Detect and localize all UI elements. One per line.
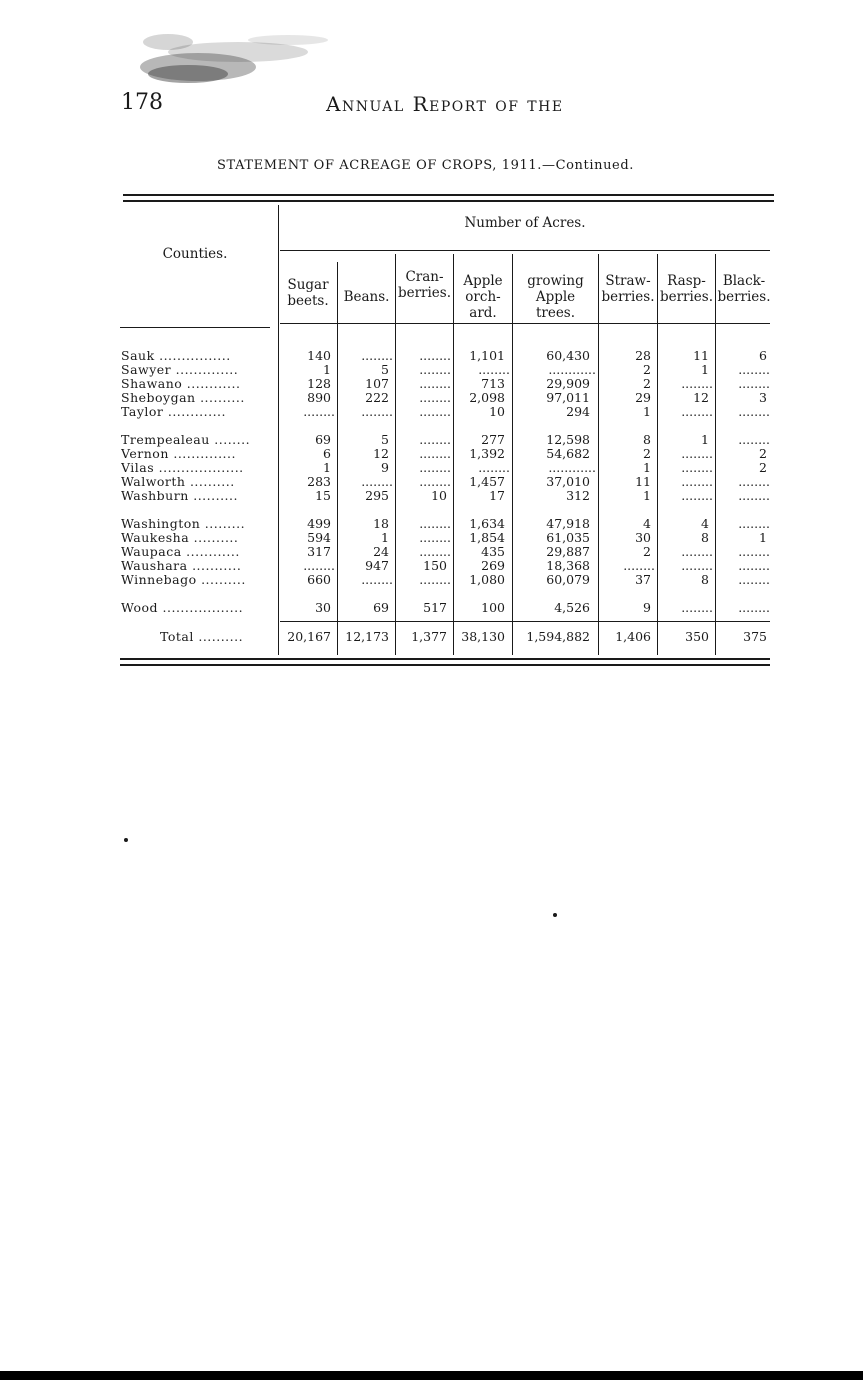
stub-divider: [278, 205, 279, 655]
table-cell: 4: [643, 517, 651, 531]
table-cell: ........: [738, 489, 770, 503]
table-cell: ........: [681, 601, 713, 615]
table-cell: 97,011: [546, 391, 590, 405]
table-cell: ........: [419, 545, 451, 559]
column-divider: [395, 254, 396, 655]
table-title: STATEMENT OF ACREAGE OF CROPS, 1911.—Continued.: [217, 158, 634, 173]
column-header: [658, 273, 715, 305]
table-cell: 1,634: [469, 517, 505, 531]
column-header: [454, 273, 512, 321]
table-cell: ........: [303, 405, 335, 419]
top-double-rule-upper: [123, 194, 774, 196]
table-cell: 17: [489, 489, 505, 503]
county-name: Waushara ...........: [121, 559, 242, 573]
county-name: Trempealeau ........: [121, 433, 251, 447]
county-name: Sauk ................: [121, 349, 231, 363]
table-cell: ........: [419, 573, 451, 587]
table-cell: 15: [315, 489, 331, 503]
table-cell: 2: [643, 377, 651, 391]
column-divider: [657, 254, 658, 655]
column-header: [338, 289, 395, 305]
table-cell: 499: [307, 517, 331, 531]
table-cell: 11: [693, 349, 709, 363]
table-cell: ........: [419, 461, 451, 475]
table-cell: ........: [303, 559, 335, 573]
table-cell: ........: [361, 405, 393, 419]
table-cell: 29,909: [546, 377, 590, 391]
county-name: Vernon ..............: [121, 447, 236, 461]
table-cell: ........: [419, 377, 451, 391]
total-cell: 375: [743, 630, 767, 644]
county-name: Sheboygan ..........: [121, 391, 245, 405]
table-cell: ........: [478, 363, 510, 377]
table-cell: 37,010: [546, 475, 590, 489]
column-header-line: berries.: [601, 289, 655, 305]
county-name: Taylor .............: [121, 405, 227, 419]
total-cell: 20,167: [287, 630, 331, 644]
table-cell: 2: [759, 461, 767, 475]
table-cell: ........: [738, 433, 770, 447]
table-cell: ........: [419, 363, 451, 377]
table-cell: ........: [419, 405, 451, 419]
table-cell: 54,682: [546, 447, 590, 461]
table-cell: 24: [373, 545, 389, 559]
table-cell: 150: [423, 559, 447, 573]
column-header-line: Apple: [535, 289, 576, 305]
group-header-rule: [280, 250, 770, 251]
table-cell: 295: [365, 489, 389, 503]
table-cell: 594: [307, 531, 331, 545]
table-cell: 2,098: [469, 391, 505, 405]
column-header-line: ard.: [469, 305, 497, 321]
table-cell: 1: [323, 363, 331, 377]
scan-edge: [0, 1371, 863, 1380]
table-cell: ............: [548, 363, 596, 377]
table-cell: 713: [481, 377, 505, 391]
table-cell: 1: [759, 531, 767, 545]
table-cell: ........: [681, 377, 713, 391]
bottom-double-rule-lower: [120, 664, 770, 666]
table-cell: ........: [419, 433, 451, 447]
running-head: Annual Report of the: [326, 92, 564, 116]
county-name: Walworth ..........: [121, 475, 235, 489]
table-cell: 11: [635, 475, 651, 489]
table-cell: 8: [701, 573, 709, 587]
table-cell: ............: [548, 461, 596, 475]
county-name: Sawyer ..............: [121, 363, 239, 377]
total-rule: [280, 621, 770, 622]
table-cell: ........: [361, 573, 393, 587]
table-cell: 8: [701, 531, 709, 545]
table-cell: 222: [365, 391, 389, 405]
table-cell: 128: [307, 377, 331, 391]
table-cell: 1,854: [469, 531, 505, 545]
table-cell: 18: [373, 517, 389, 531]
table-cell: 140: [307, 349, 331, 363]
table-cell: ........: [681, 475, 713, 489]
total-cell: 1,406: [615, 630, 651, 644]
table-cell: ........: [478, 461, 510, 475]
table-cell: 2: [759, 447, 767, 461]
table-cell: ........: [681, 489, 713, 503]
county-name: Winnebago ..........: [121, 573, 246, 587]
column-header-rule: [280, 323, 770, 324]
table-cell: 60,079: [546, 573, 590, 587]
column-header-line: Cran-: [405, 269, 444, 285]
county-name: Washington .........: [121, 517, 246, 531]
table-cell: 1,392: [469, 447, 505, 461]
table-cell: ........: [681, 405, 713, 419]
page-number: 178: [121, 90, 163, 115]
table-cell: ........: [681, 559, 713, 573]
table-cell: 6: [759, 349, 767, 363]
table-cell: 1: [701, 363, 709, 377]
ink-smudge: [128, 12, 348, 92]
table-cell: 947: [365, 559, 389, 573]
table-cell: ........: [738, 377, 770, 391]
column-header-line: Apple: [463, 273, 503, 289]
top-double-rule-lower: [123, 200, 774, 202]
table-cell: 10: [489, 405, 505, 419]
county-name: Waukesha ..........: [121, 531, 239, 545]
table-cell: ........: [419, 475, 451, 489]
table-cell: 10: [431, 489, 447, 503]
table-cell: ........: [738, 363, 770, 377]
column-header: [279, 277, 337, 309]
county-name: Vilas ...................: [121, 461, 244, 475]
column-header-line: berries.: [717, 289, 771, 305]
table-cell: 30: [315, 601, 331, 615]
total-cell: 1,377: [411, 630, 447, 644]
table-cell: 61,035: [546, 531, 590, 545]
column-header-line: beets.: [287, 293, 329, 309]
table-cell: ........: [361, 475, 393, 489]
table-cell: 5: [381, 433, 389, 447]
table-cell: 12: [373, 447, 389, 461]
column-header-line: berries.: [659, 289, 714, 305]
table-cell: 2: [643, 545, 651, 559]
table-cell: 107: [365, 377, 389, 391]
table-cell: 4: [701, 517, 709, 531]
column-header-line: Black-: [722, 273, 766, 289]
table-cell: ........: [623, 559, 655, 573]
table-cell: ........: [738, 573, 770, 587]
table-cell: 1,080: [469, 573, 505, 587]
table-cell: ........: [738, 475, 770, 489]
county-name: Waupaca ............: [121, 545, 240, 559]
column-divider: [337, 262, 338, 655]
column-divider: [598, 254, 599, 655]
table-cell: 28: [635, 349, 651, 363]
total-cell: 1,594,882: [526, 630, 590, 644]
table-cell: 6: [323, 447, 331, 461]
column-header: [396, 269, 453, 301]
table-cell: 30: [635, 531, 651, 545]
column-header-line: Rasp-: [667, 273, 706, 289]
table-cell: 9: [381, 461, 389, 475]
speck: [124, 838, 128, 842]
table-cell: ........: [361, 349, 393, 363]
table-cell: 283: [307, 475, 331, 489]
table-cell: ........: [419, 447, 451, 461]
table-cell: 890: [307, 391, 331, 405]
stub-header: Counties.: [162, 246, 228, 262]
table-cell: ........: [738, 559, 770, 573]
table-cell: 317: [307, 545, 331, 559]
table-cell: 312: [566, 489, 590, 503]
column-header: [716, 273, 772, 305]
table-cell: 69: [373, 601, 389, 615]
table-cell: 18,368: [546, 559, 590, 573]
group-header: Number of Acres.: [464, 215, 586, 231]
table-cell: ........: [681, 461, 713, 475]
table-cell: 1: [643, 461, 651, 475]
total-label: Total ..........: [160, 630, 244, 644]
table-cell: 1: [643, 489, 651, 503]
table-cell: 269: [481, 559, 505, 573]
table-cell: 277: [481, 433, 505, 447]
county-name: Wood ..................: [121, 601, 244, 615]
column-header-line: orch-: [465, 289, 501, 305]
table-cell: 37: [635, 573, 651, 587]
column-header: [599, 273, 657, 305]
table-cell: 12: [693, 391, 709, 405]
total-cell: 350: [685, 630, 709, 644]
table-cell: 2: [643, 363, 651, 377]
total-cell: 38,130: [461, 630, 505, 644]
table-cell: 1,101: [469, 349, 505, 363]
table-cell: ........: [738, 517, 770, 531]
table-cell: ........: [738, 405, 770, 419]
table-cell: 1: [323, 461, 331, 475]
table-cell: 1,457: [469, 475, 505, 489]
table-cell: ........: [738, 601, 770, 615]
table-cell: 4,526: [554, 601, 590, 615]
column-header-line: Straw-: [605, 273, 651, 289]
table-cell: 29,887: [546, 545, 590, 559]
county-name: Washburn ..........: [121, 489, 238, 503]
table-cell: 517: [423, 601, 447, 615]
speck: [553, 913, 557, 917]
stub-header-rule: [120, 327, 270, 328]
table-cell: 12,598: [546, 433, 590, 447]
table-cell: 1: [701, 433, 709, 447]
column-header-line: growing: [527, 273, 584, 289]
table-cell: ........: [419, 517, 451, 531]
table-cell: 5: [381, 363, 389, 377]
table-cell: 9: [643, 601, 651, 615]
total-cell: 12,173: [345, 630, 389, 644]
column-header-line: trees.: [535, 305, 576, 321]
table-cell: 69: [315, 433, 331, 447]
table-cell: 660: [307, 573, 331, 587]
table-cell: 100: [481, 601, 505, 615]
table-cell: 47,918: [546, 517, 590, 531]
column-header-line: Beans.: [343, 289, 390, 305]
table-cell: 60,430: [546, 349, 590, 363]
table-cell: ........: [419, 531, 451, 545]
table-cell: 294: [566, 405, 590, 419]
table-cell: ........: [738, 545, 770, 559]
table-cell: 29: [635, 391, 651, 405]
table-cell: ........: [419, 349, 451, 363]
column-divider: [715, 254, 716, 655]
table-cell: 435: [481, 545, 505, 559]
column-header-line: berries.: [397, 285, 452, 301]
table-cell: 1: [381, 531, 389, 545]
table-cell: 1: [643, 405, 651, 419]
table-cell: 2: [643, 447, 651, 461]
county-name: Shawano ............: [121, 377, 241, 391]
table-cell: ........: [681, 447, 713, 461]
table-cell: 3: [759, 391, 767, 405]
table-cell: ........: [419, 391, 451, 405]
table-cell: ........: [681, 545, 713, 559]
bottom-double-rule-upper: [120, 658, 770, 660]
table-cell: 8: [643, 433, 651, 447]
column-header: [513, 273, 598, 321]
column-header-line: Sugar: [287, 277, 329, 293]
